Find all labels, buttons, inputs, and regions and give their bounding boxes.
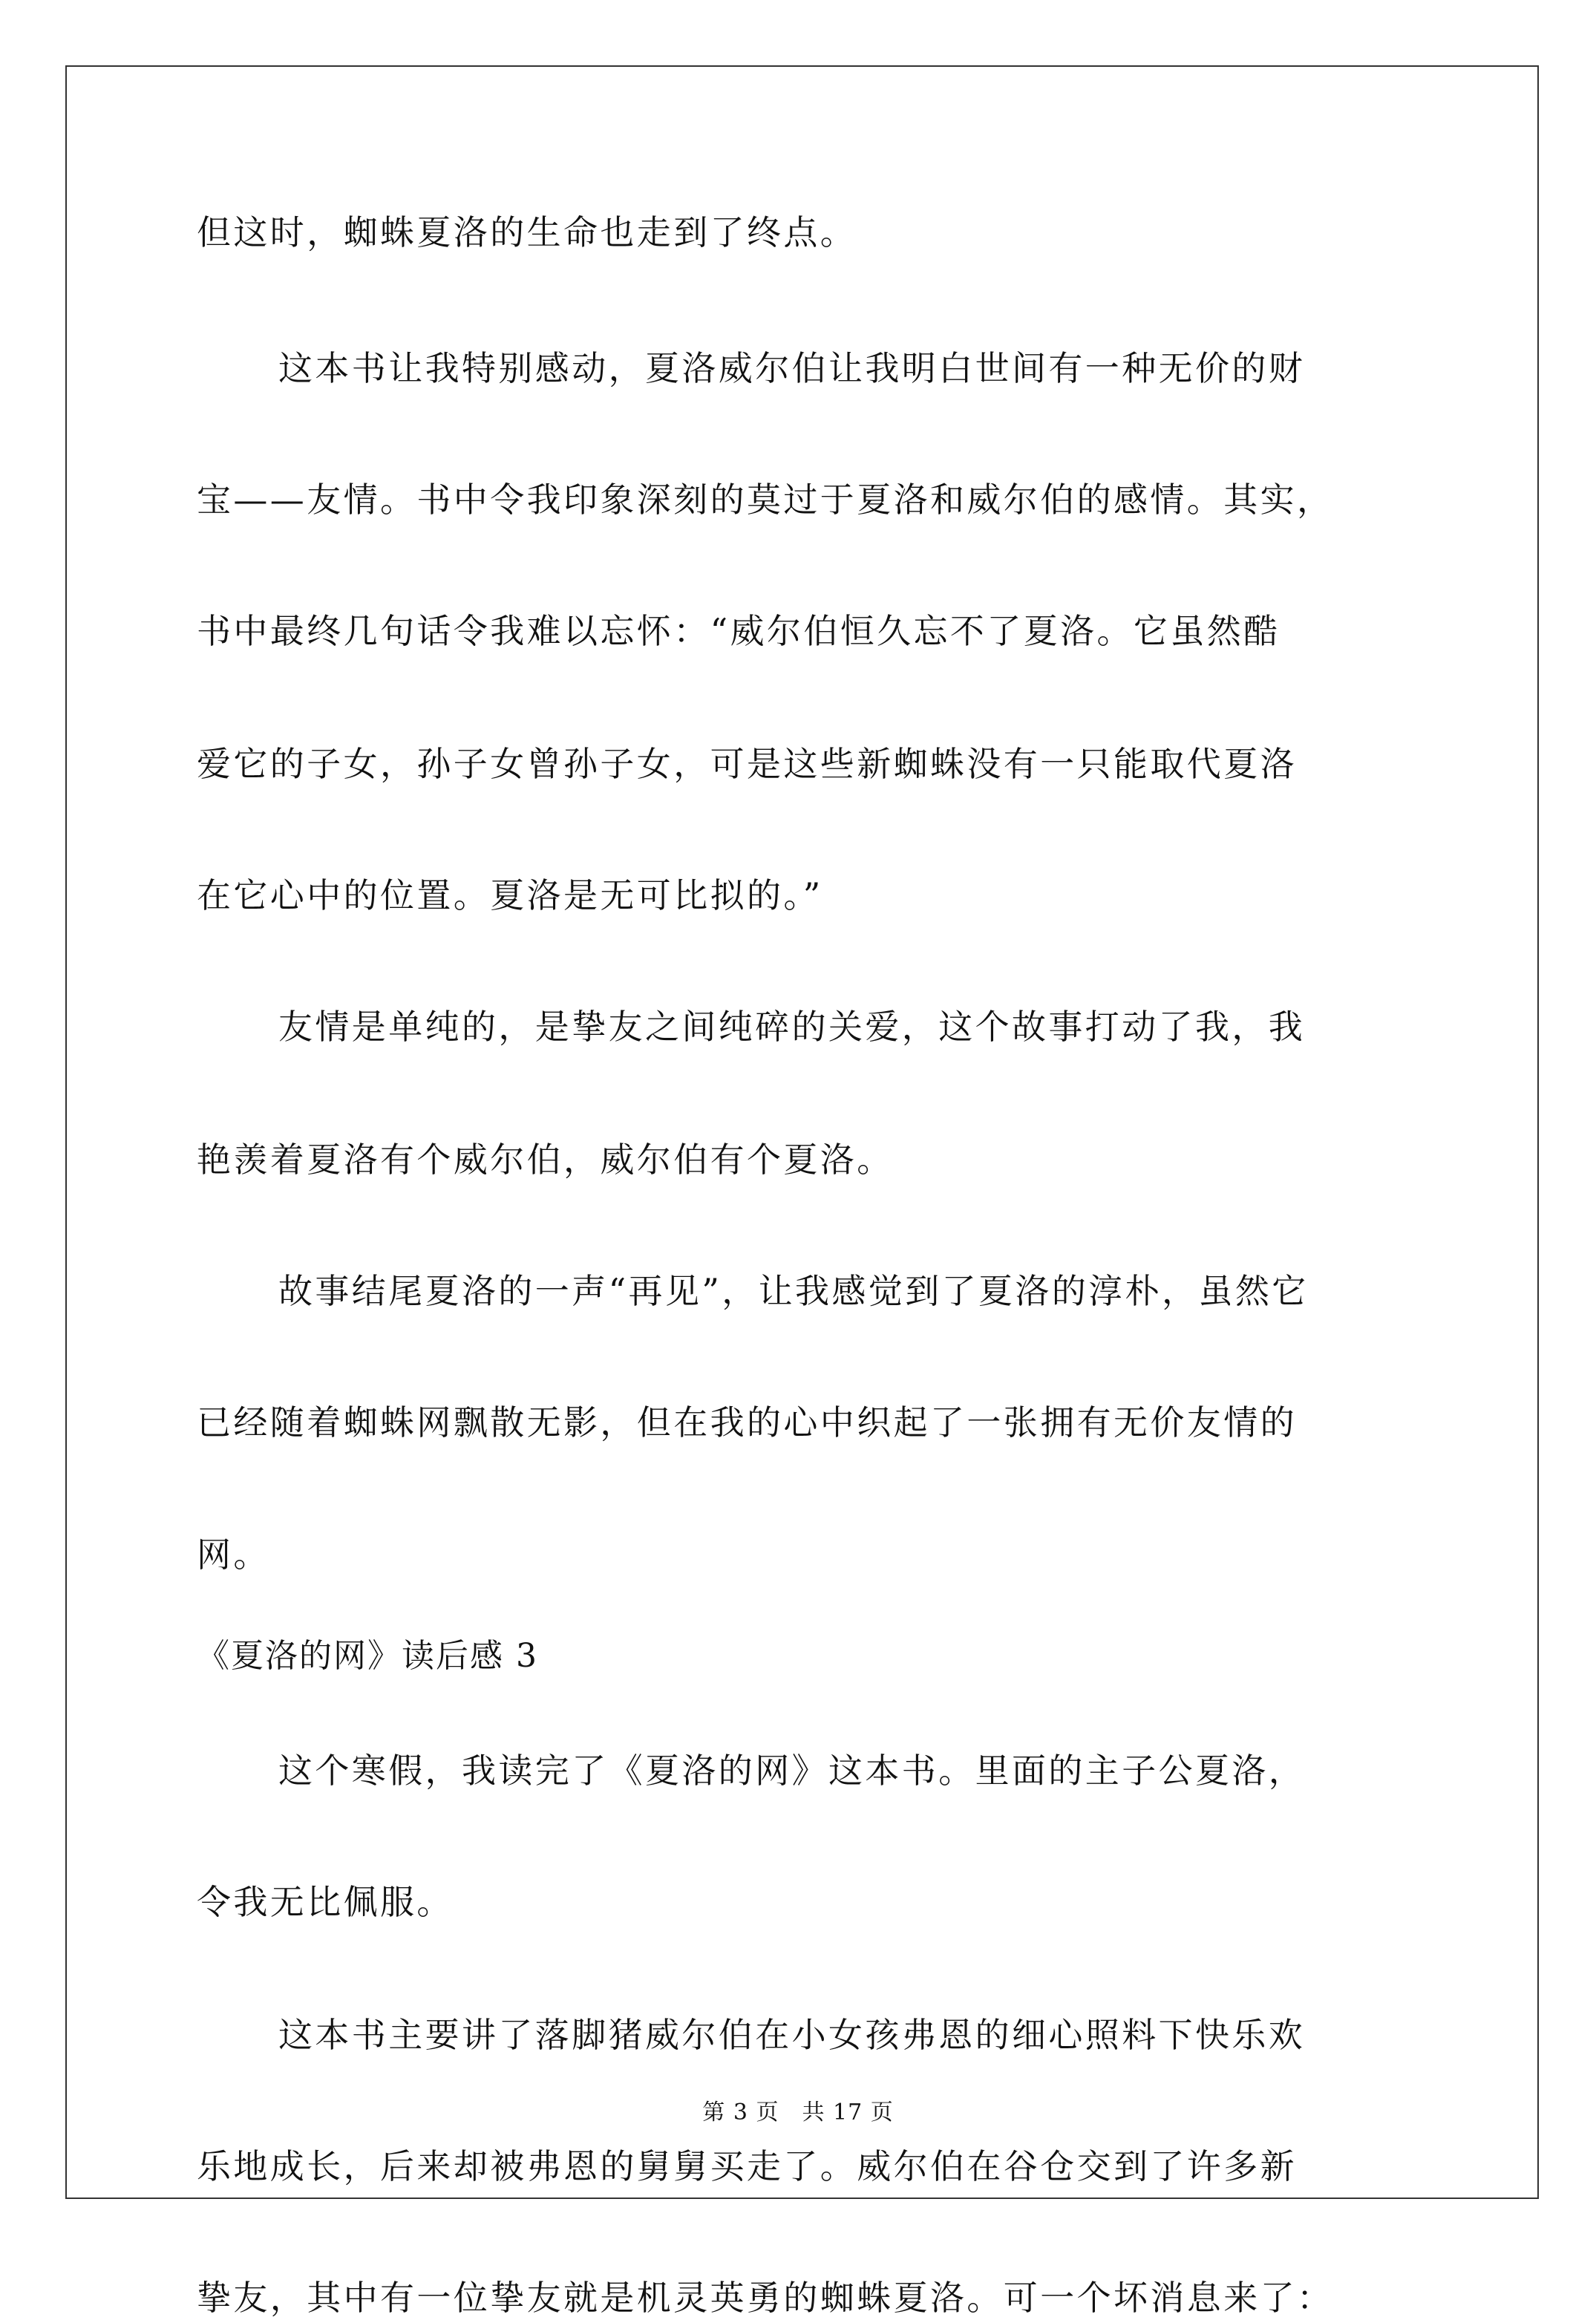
text-line: 已经随着蜘蛛网飘散无影，但在我的心中织起了一张拥有无价友情的 <box>197 1402 1297 1442</box>
page-footer: 第 3 页 共 17 页 <box>702 2100 894 2125</box>
text-line: 但这时，蜘蛛夏洛的生命也走到了终点。 <box>197 212 857 252</box>
text-line: 挚友，其中有一位挚友就是机灵英勇的蜘蛛夏洛。可一个坏消息来了： <box>197 2278 1334 2318</box>
text-line: 这本书主要讲了落脚猪威尔伯在小女孩弗恩的细心照料下快乐欢 <box>278 2015 1306 2055</box>
text-line: 乐地成长，后来却被弗恩的舅舅买走了。威尔伯在谷仓交到了许多新 <box>197 2146 1297 2186</box>
text-line: 这本书让我特别感动，夏洛威尔伯让我明白世间有一种无价的财 <box>278 348 1306 388</box>
text-line: 友情是单纯的，是挚友之间纯碎的关爱，这个故事打动了我，我 <box>278 1007 1306 1047</box>
text-line: 这个寒假，我读完了《夏洛的网》这本书。里面的主子公夏洛， <box>278 1751 1306 1791</box>
text-line: 书中最终几句话令我难以忘怀：“威尔伯恒久忘不了夏洛。它虽然酷 <box>197 611 1281 651</box>
text-line: 在它心中的位置。夏洛是无可比拟的。” <box>197 875 823 915</box>
text-line: 令我无比佩服。 <box>197 1882 454 1922</box>
text-line: 宝——友情。书中令我印象深刻的莫过于夏洛和威尔伯的感情。其实， <box>197 480 1334 520</box>
section-heading: 《夏洛的网》读后感 3 <box>197 1637 538 1675</box>
text-line: 爱它的子女，孙子女曾孙子女，可是这些新蜘蛛没有一只能取代夏洛 <box>197 744 1297 784</box>
text-line: 网。 <box>197 1535 270 1575</box>
text-line: 故事结尾夏洛的一声“再见”，让我感觉到了夏洛的淳朴，虽然它 <box>278 1271 1309 1311</box>
text-line: 艳羡着夏洛有个威尔伯，威尔伯有个夏洛。 <box>197 1140 894 1180</box>
